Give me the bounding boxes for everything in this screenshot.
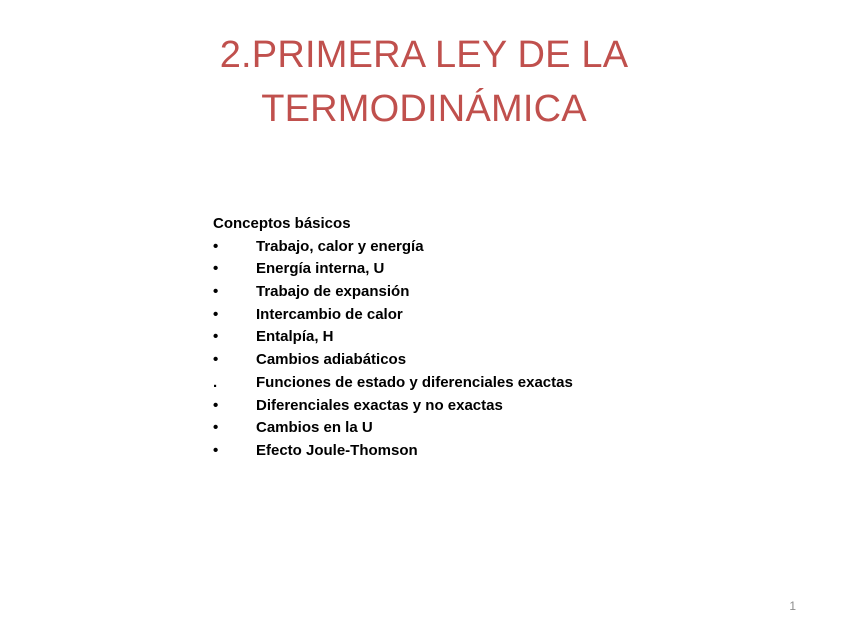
list-item (213, 349, 407, 372)
bullet-marker: • (213, 328, 219, 346)
list-item-text: Energía interna, U (256, 260, 385, 278)
bullet-marker: • (213, 351, 219, 369)
bullet-marker: • (213, 260, 219, 278)
list-item (213, 372, 573, 395)
bullet-marker: • (213, 419, 219, 437)
list-item-text: Trabajo, calor y energía (256, 237, 424, 255)
slide-title-line-2: TERMODINÁMICA (261, 88, 587, 130)
list-item (213, 236, 424, 259)
slide-title (0, 28, 848, 136)
list-item (213, 281, 410, 304)
list-item-text: Funciones de estado y diferenciales exactas (256, 373, 573, 391)
list-item (213, 417, 373, 440)
list-item-text: Trabajo de expansión (256, 283, 410, 301)
bullet-marker: . (213, 373, 218, 391)
list-item-text: Intercambio de calor (256, 305, 403, 323)
page-number: 1 (789, 599, 796, 613)
bullet-marker: • (213, 305, 219, 323)
list-item-text: Efecto Joule-Thomson (256, 441, 418, 459)
bullet-marker: • (213, 283, 219, 301)
bullet-marker: • (213, 237, 219, 255)
list-item-text: Diferenciales exactas y no exactas (256, 396, 503, 414)
bullet-marker: • (213, 441, 219, 459)
bullet-marker: • (213, 396, 219, 414)
list-item-text: Cambios adiabáticos (256, 351, 407, 369)
slide-title-line-1: 2.PRIMERA LEY DE LA (219, 34, 629, 76)
list-item (213, 395, 503, 418)
list-item-text: Entalpía, H (256, 328, 334, 346)
list-item-text: Cambios en la U (256, 419, 373, 437)
slide-content (213, 213, 573, 463)
list-item (213, 440, 418, 463)
section-heading: Conceptos básicos (213, 215, 351, 232)
list-item (213, 326, 351, 349)
concept-list (213, 236, 573, 463)
list-item (213, 304, 403, 327)
list-item (213, 258, 385, 281)
